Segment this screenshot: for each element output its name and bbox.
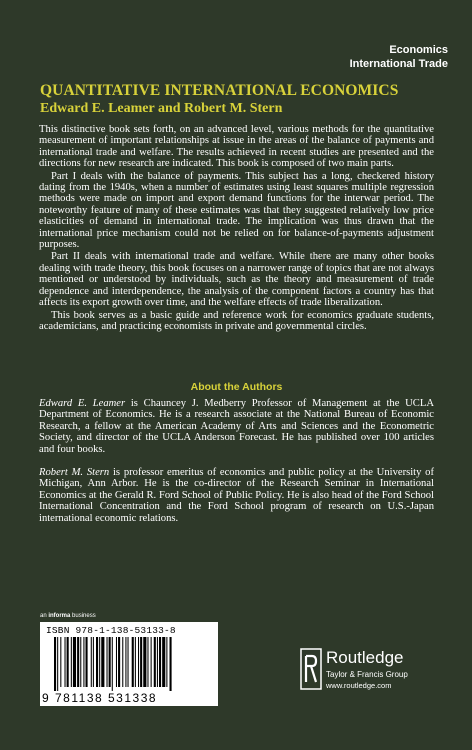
barcode-bar (147, 637, 148, 687)
barcode-bar (159, 637, 161, 687)
barcode-bar (65, 637, 66, 687)
barcode-bars (44, 637, 214, 691)
barcode-bar (109, 637, 111, 687)
barcode-bar (143, 637, 146, 687)
barcode-bar (125, 637, 126, 687)
barcode-bar (71, 637, 72, 687)
barcode-bar (107, 637, 108, 687)
barcode-bar (60, 637, 61, 687)
about-authors-heading: About the Authors (190, 381, 283, 393)
barcode-bar (77, 637, 79, 687)
barcode-bar (135, 637, 136, 687)
barcode-bar (116, 637, 117, 687)
author-name: Robert M. Stern (39, 467, 110, 478)
barcode-bar (83, 637, 84, 687)
barcode-bar (157, 637, 158, 687)
barcode-bar (57, 637, 58, 691)
informa-business-tag: an informa business (40, 613, 96, 619)
barcode-bar (96, 637, 98, 687)
barcode-bar (154, 637, 156, 687)
description-paragraph: This distinctive book sets forth, on an advanced level, various methods for the quantitative measurement of important relationships at issue in the areas of the balance of payments and international trade and welfare. The results achieved in recent studies are presented and the directions for new research are indicated. This book is composed of two main parts. (39, 124, 434, 170)
barcode-bar (80, 637, 81, 687)
barcode-bar (151, 637, 152, 687)
book-description (39, 124, 434, 333)
barcode-bar (128, 637, 129, 687)
barcode-bar (73, 637, 76, 687)
barcode-bar (162, 637, 165, 687)
description-paragraph: This book serves as a basic guide and reference work for economics graduate students, academicians, and practicing economists in private and governmental circles. (39, 309, 434, 332)
barcode-bar (93, 637, 94, 687)
barcode-bar (140, 637, 142, 687)
isbn-label: ISBN 978-1-138-53133-8 (46, 625, 176, 636)
subject-line-economics: Economics (389, 44, 448, 56)
barcode-bar (54, 637, 56, 691)
author-bio-text: is professor emeritus of economics and public policy at the University of Michigan, Ann Arbor. He is the co-director of the Research Seminar in International Economics at the Gerald R. Ford School of Public Policy. He is also head of the Ford School International Concentration and the Ford School program of research on U.S.-Japan international economic relations. (39, 467, 434, 524)
barcode-bar (138, 637, 139, 687)
barcode-digits: 9 781138 531338 (42, 691, 158, 705)
barcode-bar (170, 637, 172, 691)
book-title: QUANTITATIVE INTERNATIONAL ECONOMICS (40, 82, 399, 99)
author-bio-text: is Chauncey J. Medberry Professor of Management at the UCLA Department of Economics. He is a research associate at the National Bureau of Economic Research, a fellow at the American Academy of Arts and Sciences and the Econometric Society, and director of the UCLA Anderson Forecast. He has published over 100 articles and four books. (39, 398, 434, 455)
barcode-bar (91, 637, 92, 687)
author-name: Edward E. Leamer (39, 398, 126, 409)
barcode-bar (166, 637, 167, 687)
barcode-bar (112, 637, 113, 691)
isbn-barcode (40, 622, 218, 706)
barcode-bar (118, 637, 120, 687)
barcode-bar (132, 637, 134, 687)
subject-line-trade: International Trade (349, 58, 448, 70)
publisher-block (300, 648, 450, 692)
subject-category (350, 43, 448, 71)
description-paragraph: Part II deals with international trade and welfare. While there are many other books dealing with trade theory, this book focuses on a narrower range of topics that are not always mentioned or understood by individuals, such as the theory and measurement of trade dependence and interdependence, the analysis of the component factors a country has that affects its export growth over time, and the welfare effects of trade liberalization. (39, 251, 434, 309)
barcode-bar (99, 637, 100, 687)
author-bio-leamer (39, 398, 434, 455)
barcode-bar (122, 637, 123, 687)
publisher-group: Taylor & Francis Group (326, 670, 408, 679)
barcode-bar (67, 637, 69, 687)
barcode-bar (101, 637, 104, 687)
routledge-logo-icon (300, 648, 322, 690)
description-paragraph: Part I deals with the balance of payments. This subject has a long, checkered history dating from the 1940s, when a number of estimates using least squares multiple regression methods were made on import and export demand functions for the interwar period. The noteworthy feature of many of these estimates was that they suggested relatively low price elasticities of demand in international trade. The implication was thus drawn that the international price mechanism could not be relied on for balance-of-payments adjustment purposes. (39, 170, 434, 251)
publisher-url: www.routledge.com (326, 681, 392, 690)
publisher-name: Routledge (326, 648, 404, 667)
book-authors: Edward E. Leamer and Robert M. Stern (40, 101, 283, 116)
author-bio-stern (39, 467, 434, 524)
barcode-bar (86, 637, 88, 687)
